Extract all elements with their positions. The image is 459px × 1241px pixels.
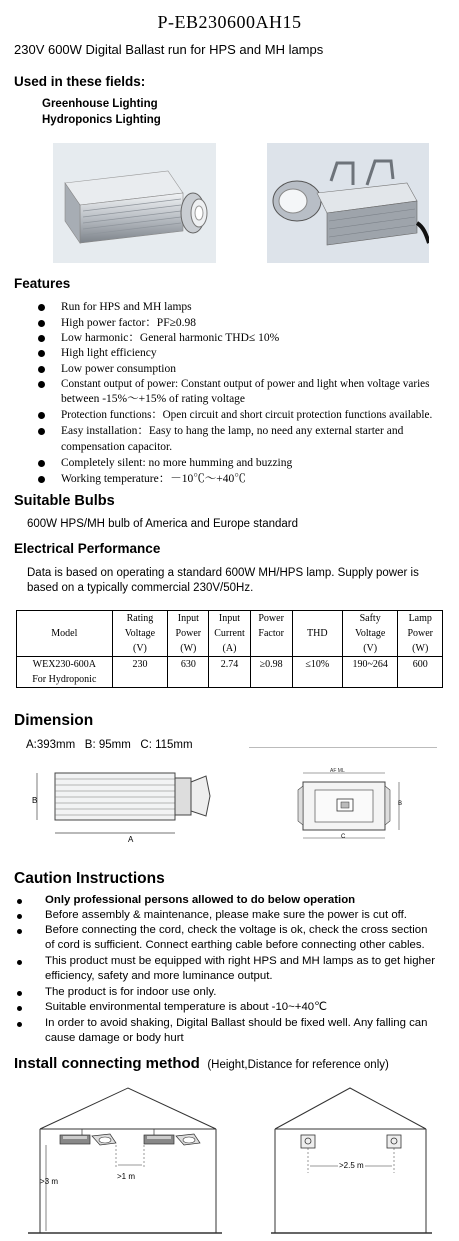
install-label-height: >3 m — [40, 1177, 59, 1186]
table-cell: 230 — [112, 657, 168, 688]
feature-bullet — [38, 428, 45, 435]
caution-heading: Caution Instructions — [14, 870, 165, 887]
model-code: P-EB230600AH15 — [157, 12, 302, 32]
feature-item: Protection functions：Open circuit and short circuit protection functions available. — [61, 409, 433, 421]
caution-item: Before connecting the cord, check the voltage is ok, check the cross section — [45, 924, 428, 936]
table-cell: ≥0.98 — [250, 657, 292, 688]
caution-item-cont: cause damage or body hurt — [45, 1032, 184, 1044]
caution-bullet — [17, 1022, 22, 1027]
caution-item: Suitable environmental temperature is about -10~+40℃ — [45, 1001, 327, 1013]
table-cell: 2.74 — [209, 657, 250, 688]
bulbs-text: 600W HPS/MH bulb of America and Europe standard — [27, 518, 299, 530]
feature-item-cont: between -15%～+15% of rating voltage — [61, 393, 246, 405]
feature-item-cont: compensation capacitor. — [61, 441, 173, 453]
features-heading: Features — [14, 276, 71, 291]
caution-bullet — [17, 1006, 22, 1011]
table-cell-model: WEX230-600A For Hydroponic — [17, 657, 113, 688]
product-photo-ballast — [53, 143, 216, 263]
caution-item: Before assembly & maintenance, please make sure the power is cut off. — [45, 909, 407, 921]
feature-item: Low power consumption — [61, 363, 176, 375]
dimension-heading: Dimension — [14, 712, 94, 729]
caution-bullet — [17, 929, 22, 934]
install-note: (Height,Distance for reference only) — [207, 1059, 389, 1071]
feature-bullet — [38, 320, 45, 327]
feature-item: Completely silent: no more humming and buzzing — [61, 457, 293, 469]
field-item-hydroponics: Hydroponics Lighting — [42, 114, 161, 126]
feature-bullet — [38, 476, 45, 483]
table-row — [17, 657, 443, 688]
caution-item: The product is for indoor use only. — [45, 986, 217, 998]
table-cell: 630 — [168, 657, 209, 688]
product-photo-with-lamp — [267, 143, 429, 263]
table-cell: 190~264 — [342, 657, 398, 688]
table-header-safty-voltage: Safty Voltage (V) — [342, 611, 398, 657]
caution-item-cont: efficiency, safety and more luminance output. — [45, 970, 273, 982]
caution-item: This product must be equipped with right HPS and MH lamps as to get higher — [45, 955, 436, 967]
feature-bullet — [38, 381, 45, 388]
caution-bullet — [17, 960, 22, 965]
electrical-note-line1: Data is based on operating a standard 600W MH/HPS lamp. Supply power is — [27, 567, 419, 579]
dimension-label-b-right: B — [398, 801, 403, 807]
table-cell: 600 — [398, 657, 443, 688]
feature-item: Low harmonic：General harmonic THD≤ 10% — [61, 332, 280, 344]
feature-item: High light efficiency — [61, 347, 157, 359]
feature-bullet — [38, 304, 45, 311]
table-cell: ≤10% — [292, 657, 342, 688]
dimension-front-view — [295, 770, 410, 850]
feature-bullet — [38, 460, 45, 467]
dimension-label-a: A — [128, 835, 134, 844]
dimension-label-c: C — [341, 834, 346, 840]
feature-bullet — [38, 366, 45, 373]
feature-item: Working temperature：－10℃～+40℃ — [61, 473, 246, 485]
table-header-lamp-power: Lamp Power (W) — [398, 611, 443, 657]
install-label-distance: >2.5 m — [339, 1161, 364, 1170]
table-header-rating-voltage: Rating Voltage (V) — [112, 611, 168, 657]
install-diagram-hangers — [270, 1085, 450, 1235]
caution-item-cont: of cord is sufficient. Connect earthing cable before connecting other cables. — [45, 939, 425, 951]
dimension-label-b: B — [32, 796, 38, 805]
feature-bullet — [38, 350, 45, 357]
feature-bullet — [38, 335, 45, 342]
feature-item: High power factor：PF≥0.98 — [61, 317, 197, 329]
fields-heading: Used in these fields: — [14, 74, 146, 89]
caution-item: In order to avoid shaking, Digital Ballast should be fixed well. Any falling can — [45, 1017, 428, 1029]
install-diagram-two-lamps — [8, 1085, 228, 1235]
caution-bullet — [17, 991, 22, 996]
dimension-values: A:393mm B: 95mm C: 115mm — [26, 739, 193, 751]
table-header-input-power: Input Power (W) — [168, 611, 209, 657]
divider — [249, 747, 437, 748]
table-header-power-factor: Power Factor — [250, 611, 292, 657]
install-heading-row — [14, 1055, 389, 1073]
dimension-side-view — [30, 764, 220, 844]
table-header-row — [17, 611, 443, 657]
install-label-gap: >1 m — [117, 1172, 136, 1181]
bulbs-heading: Suitable Bulbs — [14, 493, 115, 509]
feature-bullet — [38, 412, 45, 419]
page-subtitle: 230V 600W Digital Ballast run for HPS and MH lamps — [14, 42, 324, 57]
table-header-input-current: Input Current (A) — [209, 611, 250, 657]
caution-bullet — [17, 914, 22, 919]
table-header-thd: THD — [292, 611, 342, 657]
field-item-greenhouse: Greenhouse Lighting — [42, 98, 158, 110]
caution-item: Only professional persons allowed to do below operation — [45, 894, 356, 906]
dimension-top-mark: AF ML — [330, 768, 345, 774]
table-header-model: Model — [17, 611, 113, 657]
feature-item: Constant output of power: Constant output of power and light when voltage varies — [61, 378, 430, 390]
feature-item: Run for HPS and MH lamps — [61, 301, 192, 313]
electrical-heading: Electrical Performance — [14, 541, 161, 556]
install-heading: Install connecting method — [14, 1055, 200, 1072]
electrical-table — [16, 610, 443, 688]
electrical-note-line2: based on a typically commercial 230V/50Hz. — [27, 582, 254, 594]
caution-bullet — [17, 899, 22, 904]
feature-item: Easy installation：Easy to hang the lamp, no need any external starter and — [61, 425, 404, 437]
